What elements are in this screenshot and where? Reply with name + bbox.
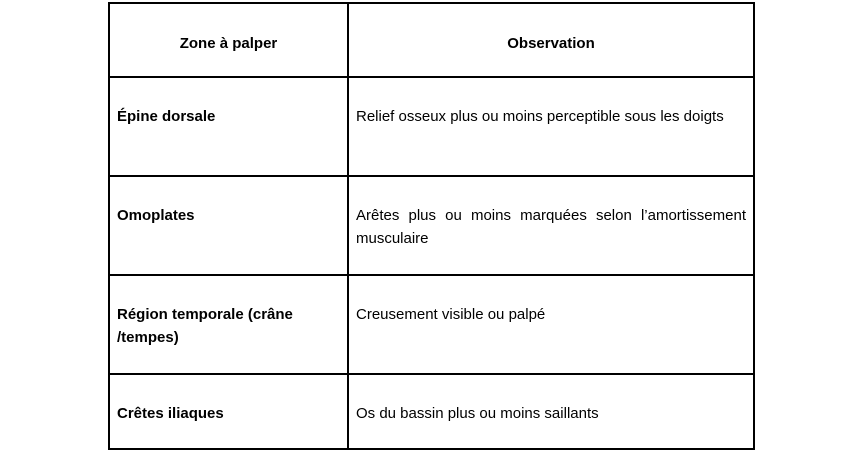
table-row [109, 77, 754, 176]
table-row [109, 374, 754, 449]
zone-cell: Région temporale (crâne /tempes) [109, 275, 348, 374]
header-zone: Zone à palper [109, 3, 348, 77]
header-observation: Observation [348, 3, 754, 77]
observation-cell: Os du bassin plus ou moins saillants [348, 374, 754, 449]
table-header-row [109, 3, 754, 77]
table-row [109, 275, 754, 374]
zone-cell: Omoplates [109, 176, 348, 275]
zone-cell: Crêtes iliaques [109, 374, 348, 449]
zone-cell: Épine dorsale [109, 77, 348, 176]
table-row [109, 176, 754, 275]
observation-cell: Creusement visible ou palpé [348, 275, 754, 374]
observation-cell: Relief osseux plus ou moins perceptible sous les doigts [348, 77, 754, 176]
observation-cell: Arêtes plus ou moins marquées selon l’amortissement musculaire [348, 176, 754, 275]
palpation-table [108, 2, 755, 450]
